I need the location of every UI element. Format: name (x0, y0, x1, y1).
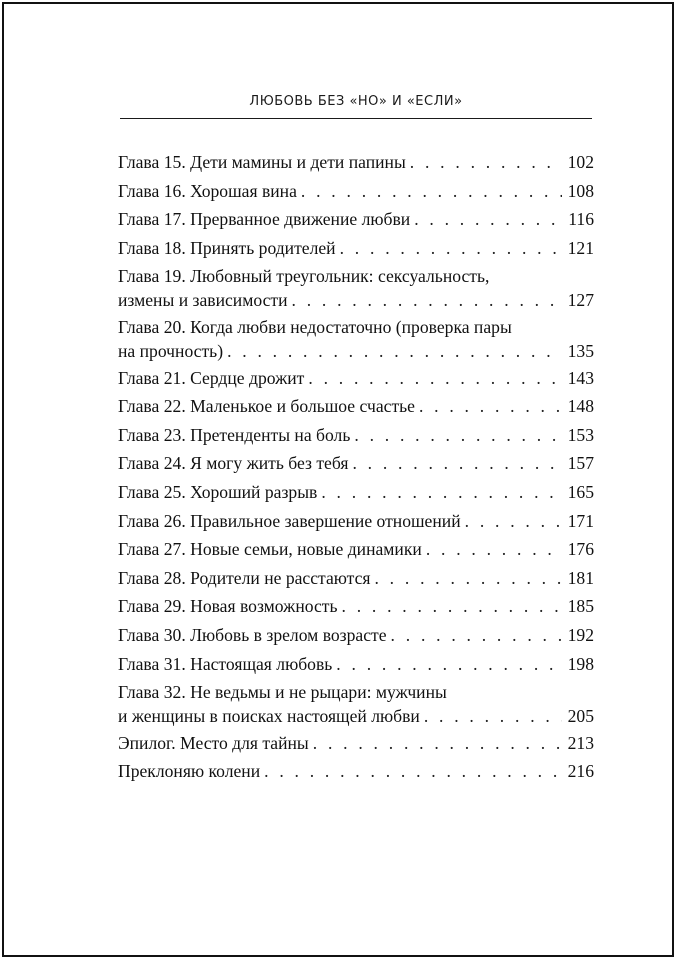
toc-entry-title-line: Глава 32. Не ведьмы и не рыцари: мужчины (118, 682, 447, 703)
toc-entry (118, 179, 594, 208)
toc-entry (118, 236, 594, 265)
toc-entry-title: Эпилог. Место для тайны (118, 732, 309, 753)
toc-page-number: 135 (567, 340, 594, 361)
toc-entry-title: Глава 16. Хорошая вина (118, 180, 297, 201)
toc-entry (118, 423, 594, 452)
dot-leader (264, 759, 561, 783)
dot-leader (352, 451, 561, 475)
toc-entry (118, 680, 594, 728)
toc-entry-row (118, 179, 594, 203)
toc-entry-title: и женщины в поисках настоящей любви (118, 706, 420, 727)
toc-page-number: 127 (567, 290, 594, 311)
toc-entry-title: Глава 27. Новые семьи, новые динамики (118, 539, 422, 560)
toc-entry (118, 264, 594, 312)
toc-entry-title: Глава 30. Любовь в зрелом возрасте (118, 624, 387, 645)
toc-entry-row (118, 652, 594, 676)
toc-entry (118, 315, 594, 363)
dot-leader (340, 236, 562, 260)
toc-entry-title-line: Глава 19. Любовный треугольник: сексуальность, (118, 266, 490, 287)
toc-entry-row (118, 480, 594, 504)
toc-entry-row (118, 207, 594, 231)
dot-leader (426, 537, 562, 561)
toc-entry-title: Глава 28. Родители не расстаются (118, 567, 371, 588)
toc-page-number: 102 (567, 152, 594, 172)
dot-leader (419, 394, 562, 418)
toc-entry-row (118, 704, 594, 728)
toc-entry-row (118, 759, 594, 783)
dot-leader (321, 480, 561, 504)
toc-entry-title: Преклоняю колени (118, 761, 261, 782)
toc-entry-title: Глава 21. Сердце дрожит (118, 367, 305, 388)
toc-entry-title: Глава 25. Хороший разрыв (118, 481, 318, 502)
toc-page-number: 153 (567, 424, 594, 445)
header-rule (120, 118, 592, 119)
toc-page-number: 213 (567, 732, 594, 753)
toc-page-number: 116 (568, 209, 594, 230)
toc-page-number: 108 (567, 180, 594, 201)
toc-entry-title: Глава 24. Я могу жить без тебя (118, 453, 349, 474)
toc-entry-row (118, 537, 594, 561)
dot-leader (374, 566, 561, 590)
toc-entry (118, 451, 594, 480)
dot-leader (336, 652, 561, 676)
toc-page-number: 192 (567, 624, 594, 645)
toc-entry-row (118, 594, 594, 618)
toc-entry-row (118, 150, 594, 174)
toc-entry-title: Глава 22. Маленькое и большое счастье (118, 396, 415, 417)
toc-entry (118, 537, 594, 566)
toc-entry-title: Глава 31. Настоящая любовь (118, 653, 333, 674)
toc-page-number: 165 (567, 481, 594, 502)
toc-entry-row (118, 236, 594, 260)
toc-entry-title: измены и зависимости (118, 290, 288, 311)
table-of-contents (118, 150, 594, 788)
toc-entry-title: Глава 23. Претенденты на боль (118, 424, 351, 445)
toc-entry-title: Глава 15. Дети мамины и дети папины (118, 152, 406, 172)
dot-leader (342, 594, 562, 618)
toc-entry (118, 731, 594, 760)
toc-entry-title-line: Глава 20. Когда любви недостаточно (проверка пары (118, 316, 512, 337)
toc-page-number: 176 (567, 539, 594, 560)
toc-page-number: 205 (567, 706, 594, 727)
toc-page-number: 185 (567, 596, 594, 617)
dot-leader (414, 207, 562, 231)
toc-entry-row (118, 623, 594, 647)
toc-page-number: 157 (567, 453, 594, 474)
toc-entry-row (118, 366, 594, 390)
toc-entry (118, 366, 594, 395)
dot-leader (410, 150, 562, 174)
toc-entry (118, 759, 594, 788)
toc-entry-row (118, 288, 594, 312)
toc-page-number: 181 (567, 567, 594, 588)
toc-page-number: 216 (567, 761, 594, 782)
toc-entry (118, 623, 594, 652)
toc-entry-row (118, 566, 594, 590)
toc-entry-row (118, 451, 594, 475)
toc-entry (118, 566, 594, 595)
toc-entry-row (118, 509, 594, 533)
running-head: ЛЮБОВЬ БЕЗ «НО» И «ЕСЛИ» (249, 94, 463, 109)
dot-leader (465, 509, 562, 533)
toc-entry-row (118, 731, 594, 755)
toc-entry (118, 394, 594, 423)
dot-leader (313, 731, 562, 755)
toc-entry-title: Глава 26. Правильное завершение отношений (118, 510, 461, 531)
dot-leader (354, 423, 561, 447)
toc-entry-title: Глава 29. Новая возможность (118, 596, 338, 617)
toc-entry-row (118, 339, 594, 363)
toc-entry-title: на прочность) (118, 340, 224, 361)
dot-leader (424, 704, 562, 728)
toc-entry-title: Глава 18. Принять родителей (118, 237, 336, 258)
toc-entry-row (118, 423, 594, 447)
toc-entry (118, 207, 594, 236)
toc-entry (118, 480, 594, 509)
toc-page-number: 148 (567, 396, 594, 417)
toc-entry (118, 509, 594, 538)
toc-entry-title: Глава 17. Прерванное движение любви (118, 209, 411, 230)
dot-leader (301, 179, 562, 203)
toc-entry (118, 150, 594, 179)
toc-entry (118, 594, 594, 623)
toc-entry (118, 652, 594, 681)
toc-page-number: 121 (567, 237, 594, 258)
toc-page-number: 198 (567, 653, 594, 674)
dot-leader (227, 339, 562, 363)
toc-entry-row (118, 394, 594, 418)
dot-leader (308, 366, 561, 390)
toc-page-number: 171 (567, 510, 594, 531)
toc-page-number: 143 (567, 367, 594, 388)
dot-leader (391, 623, 562, 647)
dot-leader (292, 288, 562, 312)
